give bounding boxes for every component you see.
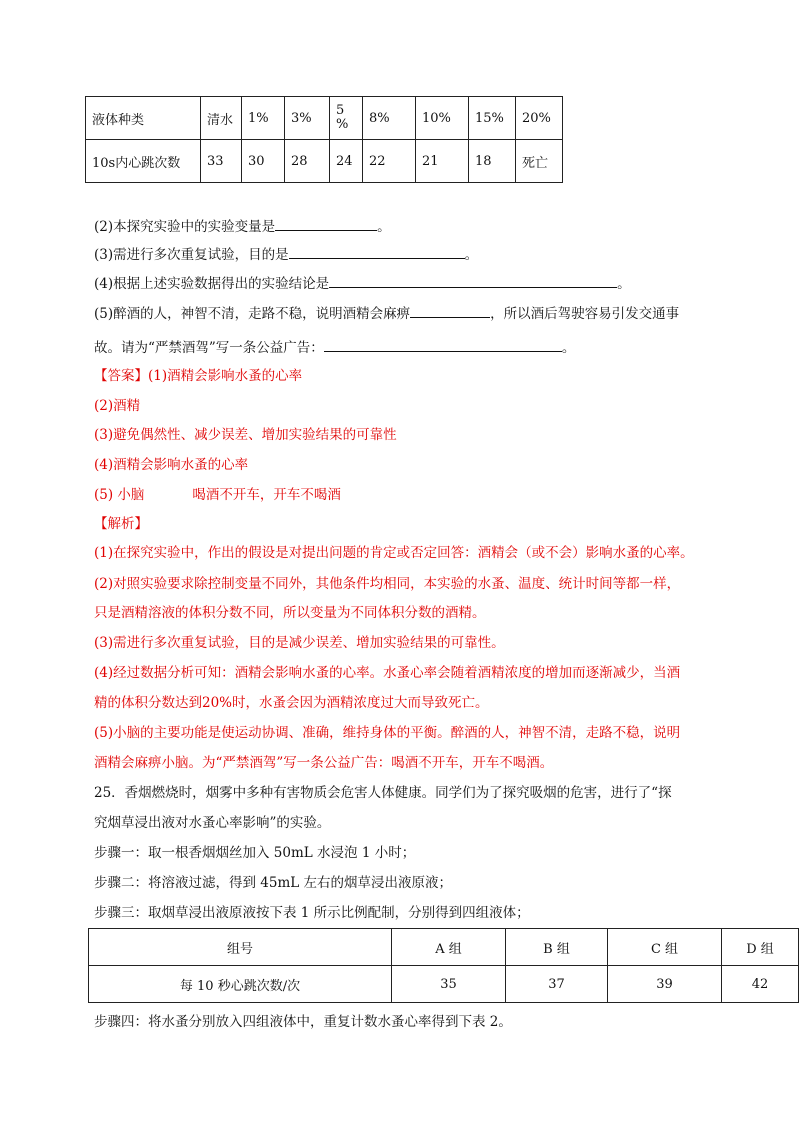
question-text: (2)本探究实验中的实验变量是 xyxy=(94,219,276,235)
table-cell-part: % xyxy=(336,117,349,132)
step-3: 步骤三：取烟草浸出液原液按下表 1 所示比例配制，分别得到四组液体； xyxy=(94,905,530,921)
answer-text: (1)酒精会影响水蚤的心率 xyxy=(148,368,303,384)
table-header-cell: C 组 xyxy=(608,929,722,966)
table-header-cell: 组号 xyxy=(89,929,392,966)
question-text: (4)根据上述实验数据得出的实验结论是 xyxy=(94,276,330,292)
table-cell: 10% xyxy=(416,97,469,140)
table-cell: 清水 xyxy=(201,97,242,140)
tobacco-heartrate-table xyxy=(88,928,799,1003)
analysis-p5: (5)小脑的主要功能是使运动协调、准确，维持身体的平衡。醉酒的人，神智不清，走路不稳，说明 xyxy=(94,725,681,741)
question-text: (3)需进行多次重复试验，目的是 xyxy=(94,247,289,263)
table-cell: 10s内心跳次数 xyxy=(86,140,201,183)
question-text: (5)醉酒的人，神智不清，走路不稳，说明酒精会麻痹 xyxy=(94,306,411,322)
table-header-cell: B 组 xyxy=(506,929,608,966)
analysis-p3: (3)需进行多次重复试验，目的是减少误差、增加实验结果的可靠性。 xyxy=(94,635,505,651)
answer-blank xyxy=(329,273,617,288)
analysis-p2: (2)对照实验要求除控制变量不同外，其他条件均相同，本实验的水蚤、温度、统计时间等都一样， xyxy=(94,576,681,592)
question-text: 。 xyxy=(561,340,576,356)
table-row xyxy=(86,140,563,183)
table-cell: 8% xyxy=(363,97,416,140)
table-header-cell: A 组 xyxy=(392,929,506,966)
question-5 xyxy=(94,303,679,324)
table-cell: 42 xyxy=(722,966,799,1003)
answer-blank xyxy=(410,303,490,318)
table-cell: 39 xyxy=(608,966,722,1003)
table-cell: 死亡 xyxy=(516,140,563,183)
question-text: 。 xyxy=(617,276,631,292)
analysis-p4-cont: 精的体积分数达到20%时，水蚤会因为酒精浓度过大而导致死亡。 xyxy=(94,695,489,711)
table-cell: 20% xyxy=(516,97,563,140)
analysis-p2-cont: 只是酒精溶液的体积分数不同，所以变量为不同体积分数的酒精。 xyxy=(94,605,486,621)
table-cell: 28 xyxy=(285,140,330,183)
question-text: 故。请为“严禁酒驾”写一条公益广告： xyxy=(94,340,324,356)
answer-line-4: (4)酒精会影响水蚤的心率 xyxy=(94,457,249,473)
table-cell: 1% xyxy=(242,97,285,140)
answer-header: 【答案】 xyxy=(94,368,148,384)
table-cell: 3% xyxy=(285,97,330,140)
table-cell: 35 xyxy=(392,966,506,1003)
table-cell: 30 xyxy=(242,140,285,183)
question-text: ，所以酒后驾驶容易引发交通事 xyxy=(490,306,680,322)
table-row xyxy=(89,929,799,966)
answer-blank xyxy=(289,244,465,259)
table-cell: 24 xyxy=(330,140,363,183)
answer-blank xyxy=(275,216,377,231)
step-1: 步骤一：取一根香烟烟丝加入 50mL 水浸泡 1 小时； xyxy=(94,845,416,861)
question-2 xyxy=(94,216,391,237)
question-25-cont: 究烟草浸出液对水蚤心率影响”的实验。 xyxy=(94,815,331,831)
answer-text: 喝酒不开车，开车不喝酒 xyxy=(192,487,341,503)
analysis-p5-cont: 酒精会麻痹小脑。为“严禁酒驾”写一条公益广告：喝酒不开车，开车不喝酒。 xyxy=(94,755,554,771)
table-header-cell: D 组 xyxy=(722,929,799,966)
table-cell xyxy=(330,97,363,140)
step-2: 步骤二：将溶液过滤，得到 45mL 左右的烟草浸出液原液； xyxy=(94,875,453,891)
question-text: 。 xyxy=(464,247,479,263)
answer-text: (5) 小脑 xyxy=(94,487,145,503)
table-cell: 15% xyxy=(469,97,516,140)
step-4: 步骤四：将水蚤分别放入四组液体中，重复计数水蚤心率得到下表 2。 xyxy=(94,1014,512,1030)
table-row xyxy=(89,966,799,1003)
table-cell: 每 10 秒心跳次数/次 xyxy=(89,966,392,1003)
table-cell: 37 xyxy=(506,966,608,1003)
analysis-p1: (1)在探究实验中，作出的假设是对提出问题的肯定或否定回答：酒精会（或不会）影响水蚤的心率。 xyxy=(94,545,694,561)
answer-line-5 xyxy=(94,485,341,505)
answer-line-3: (3)避免偶然性、减少误差、增加实验结果的可靠性 xyxy=(94,427,397,443)
table-cell: 液体种类 xyxy=(86,97,201,140)
answer-line-2: (2)酒精 xyxy=(94,398,141,414)
table-cell-part: 5 xyxy=(336,103,345,118)
question-text: 。 xyxy=(377,219,391,235)
alcohol-heartrate-table xyxy=(85,96,563,183)
answer-blank xyxy=(324,337,562,352)
table-cell: 18 xyxy=(469,140,516,183)
table-cell: 22 xyxy=(363,140,416,183)
table-cell: 33 xyxy=(201,140,242,183)
analysis-p4: (4)经过数据分析可知：酒精会影响水蚤的心率。水蚤心率会随着酒精浓度的增加而逐渐减少，当酒 xyxy=(94,665,681,681)
table-row xyxy=(86,97,563,140)
analysis-header: 【解析】 xyxy=(94,516,148,532)
question-4 xyxy=(94,273,631,294)
question-5-cont xyxy=(94,337,575,358)
table-cell: 21 xyxy=(416,140,469,183)
answer-line-1 xyxy=(94,366,302,386)
question-3 xyxy=(94,244,478,265)
question-25: 25．香烟燃烧时，烟雾中多种有害物质会危害人体健康。同学们为了探究吸烟的危害，进行了“探 xyxy=(94,785,672,801)
